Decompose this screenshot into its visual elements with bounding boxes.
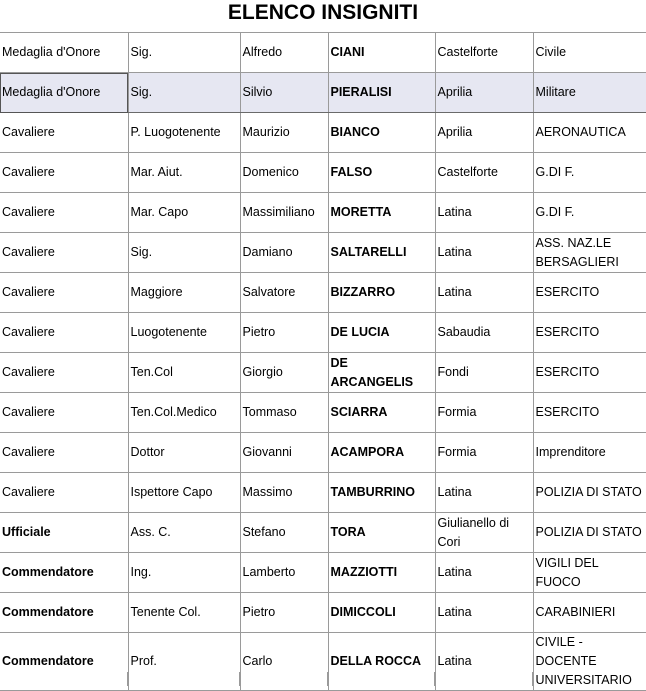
cell-nome[interactable]: Giovanni (240, 433, 328, 473)
cell-ente[interactable]: ESERCITO (533, 353, 646, 393)
cell-nome[interactable]: Maurizio (240, 113, 328, 153)
cell-ente[interactable]: ESERCITO (533, 393, 646, 433)
cell-cognome[interactable]: DIMICCOLI (328, 593, 435, 633)
cell-titolo[interactable]: Ing. (128, 553, 240, 593)
cell-comune[interactable]: Latina (435, 553, 533, 593)
cell-ente[interactable]: CIVILE - DOCENTE UNIVERSITARIO (533, 633, 646, 691)
cell-ente[interactable]: G.DI F. (533, 153, 646, 193)
cell-grado[interactable]: Cavaliere (0, 233, 128, 273)
cell-cognome[interactable]: BIZZARRO (328, 273, 435, 313)
cell-ente[interactable]: ESERCITO (533, 273, 646, 313)
table-row[interactable] (0, 313, 646, 353)
cell-titolo[interactable]: Maggiore (128, 273, 240, 313)
cell-nome[interactable]: Massimo (240, 473, 328, 513)
table-row[interactable] (0, 113, 646, 153)
cell-grado[interactable]: Cavaliere (0, 473, 128, 513)
table-row[interactable] (0, 273, 646, 313)
table-row[interactable] (0, 73, 646, 113)
gridline (434, 672, 435, 686)
cell-comune[interactable]: Giulianello di Cori (435, 513, 533, 553)
cell-titolo[interactable]: Ass. C. (128, 513, 240, 553)
gridline (532, 672, 533, 686)
insigniti-table (0, 32, 646, 691)
cell-nome[interactable]: Pietro (240, 593, 328, 633)
cell-ente[interactable]: POLIZIA DI STATO (533, 513, 646, 553)
table-row[interactable] (0, 473, 646, 513)
cell-nome[interactable]: Damiano (240, 233, 328, 273)
cell-ente[interactable]: POLIZIA DI STATO (533, 473, 646, 513)
cell-ente[interactable]: G.DI F. (533, 193, 646, 233)
cell-nome[interactable]: Salvatore (240, 273, 328, 313)
cell-grado[interactable]: Cavaliere (0, 273, 128, 313)
cell-nome[interactable]: Giorgio (240, 353, 328, 393)
cell-cognome[interactable]: MORETTA (328, 193, 435, 233)
cell-ente[interactable]: AERONAUTICA (533, 113, 646, 153)
cell-cognome[interactable]: BIANCO (328, 113, 435, 153)
table-row[interactable] (0, 393, 646, 433)
cell-comune[interactable]: Formia (435, 393, 533, 433)
cell-nome[interactable]: Carlo (240, 633, 328, 691)
table-row[interactable] (0, 353, 646, 393)
cell-grado[interactable]: Cavaliere (0, 433, 128, 473)
cell-cognome[interactable]: DE LUCIA (328, 313, 435, 353)
cell-grado[interactable]: Commendatore (0, 593, 128, 633)
cell-cognome[interactable]: CIANI (328, 33, 435, 73)
cell-cognome[interactable]: DELLA ROCCA (328, 633, 435, 691)
cell-titolo[interactable]: Sig. (128, 33, 240, 73)
cell-nome[interactable]: Domenico (240, 153, 328, 193)
cell-titolo[interactable]: Mar. Capo (128, 193, 240, 233)
cell-nome[interactable]: Tommaso (240, 393, 328, 433)
cell-comune[interactable]: Fondi (435, 353, 533, 393)
cell-ente[interactable]: ASS. NAZ.LE BERSAGLIERI (533, 233, 646, 273)
cell-cognome[interactable]: SCIARRA (328, 393, 435, 433)
cell-comune[interactable]: Formia (435, 433, 533, 473)
cell-grado[interactable]: Commendatore (0, 553, 128, 593)
cell-titolo[interactable]: Tenente Col. (128, 593, 240, 633)
cell-cognome[interactable]: FALSO (328, 153, 435, 193)
cell-cognome[interactable]: SALTARELLI (328, 233, 435, 273)
cell-cognome[interactable]: ACAMPORA (328, 433, 435, 473)
cell-comune[interactable]: Latina (435, 233, 533, 273)
cell-grado[interactable]: Medaglia d'Onore (0, 73, 128, 113)
table-row[interactable] (0, 433, 646, 473)
table-row[interactable] (0, 153, 646, 193)
cell-nome[interactable]: Pietro (240, 313, 328, 353)
cell-nome[interactable]: Alfredo (240, 33, 328, 73)
cell-grado[interactable]: Cavaliere (0, 353, 128, 393)
table-row[interactable] (0, 193, 646, 233)
cell-titolo[interactable]: Sig. (128, 73, 240, 113)
cell-titolo[interactable]: Ispettore Capo (128, 473, 240, 513)
cell-comune[interactable]: Latina (435, 633, 533, 691)
cell-comune[interactable]: Sabaudia (435, 313, 533, 353)
cell-ente[interactable]: Militare (533, 73, 646, 113)
cell-cognome[interactable]: PIERALISI (328, 73, 435, 113)
table-row[interactable] (0, 593, 646, 633)
table-row[interactable] (0, 513, 646, 553)
cell-nome[interactable]: Stefano (240, 513, 328, 553)
cell-comune[interactable]: Latina (435, 473, 533, 513)
cell-cognome[interactable]: TORA (328, 513, 435, 553)
cell-nome[interactable]: Massimiliano (240, 193, 328, 233)
cell-cognome[interactable]: TAMBURRINO (328, 473, 435, 513)
gridline (239, 672, 240, 686)
table-row[interactable] (0, 553, 646, 593)
cell-titolo[interactable]: Prof. (128, 633, 240, 691)
cell-titolo[interactable]: Ten.Col (128, 353, 240, 393)
table-row[interactable] (0, 633, 646, 691)
cell-comune[interactable]: Castelforte (435, 33, 533, 73)
cell-ente[interactable]: CARABINIERI (533, 593, 646, 633)
cell-comune[interactable]: Latina (435, 273, 533, 313)
cell-grado[interactable]: Medaglia d'Onore (0, 33, 128, 73)
cell-nome[interactable]: Lamberto (240, 553, 328, 593)
cell-comune[interactable]: Latina (435, 193, 533, 233)
gridline (127, 672, 128, 686)
cell-grado[interactable]: Cavaliere (0, 113, 128, 153)
cell-titolo[interactable]: Luogotenente (128, 313, 240, 353)
cell-grado[interactable]: Cavaliere (0, 313, 128, 353)
cell-ente[interactable]: ESERCITO (533, 313, 646, 353)
cell-grado[interactable]: Cavaliere (0, 193, 128, 233)
cell-titolo[interactable]: P. Luogotenente (128, 113, 240, 153)
cell-grado[interactable]: Commendatore (0, 633, 128, 691)
cell-nome[interactable]: Silvio (240, 73, 328, 113)
cell-titolo[interactable]: Dottor (128, 433, 240, 473)
cell-titolo[interactable]: Sig. (128, 233, 240, 273)
cell-grado[interactable]: Cavaliere (0, 393, 128, 433)
cell-comune[interactable]: Aprilia (435, 73, 533, 113)
gridline (327, 672, 328, 686)
table-row[interactable] (0, 233, 646, 273)
cell-comune[interactable]: Castelforte (435, 153, 533, 193)
cell-grado[interactable]: Ufficiale (0, 513, 128, 553)
table-row[interactable] (0, 33, 646, 73)
cell-ente[interactable]: Imprenditore (533, 433, 646, 473)
cell-titolo[interactable]: Mar. Aiut. (128, 153, 240, 193)
cell-cognome[interactable]: MAZZIOTTI (328, 553, 435, 593)
page-title: ELENCO INSIGNITI (227, 1, 419, 24)
cell-grado[interactable]: Cavaliere (0, 153, 128, 193)
cell-ente[interactable]: VIGILI DEL FUOCO (533, 553, 646, 593)
cell-comune[interactable]: Latina (435, 593, 533, 633)
cell-cognome[interactable]: DE ARCANGELIS (328, 353, 435, 393)
cell-ente[interactable]: Civile (533, 33, 646, 73)
cell-comune[interactable]: Aprilia (435, 113, 533, 153)
cell-titolo[interactable]: Ten.Col.Medico (128, 393, 240, 433)
